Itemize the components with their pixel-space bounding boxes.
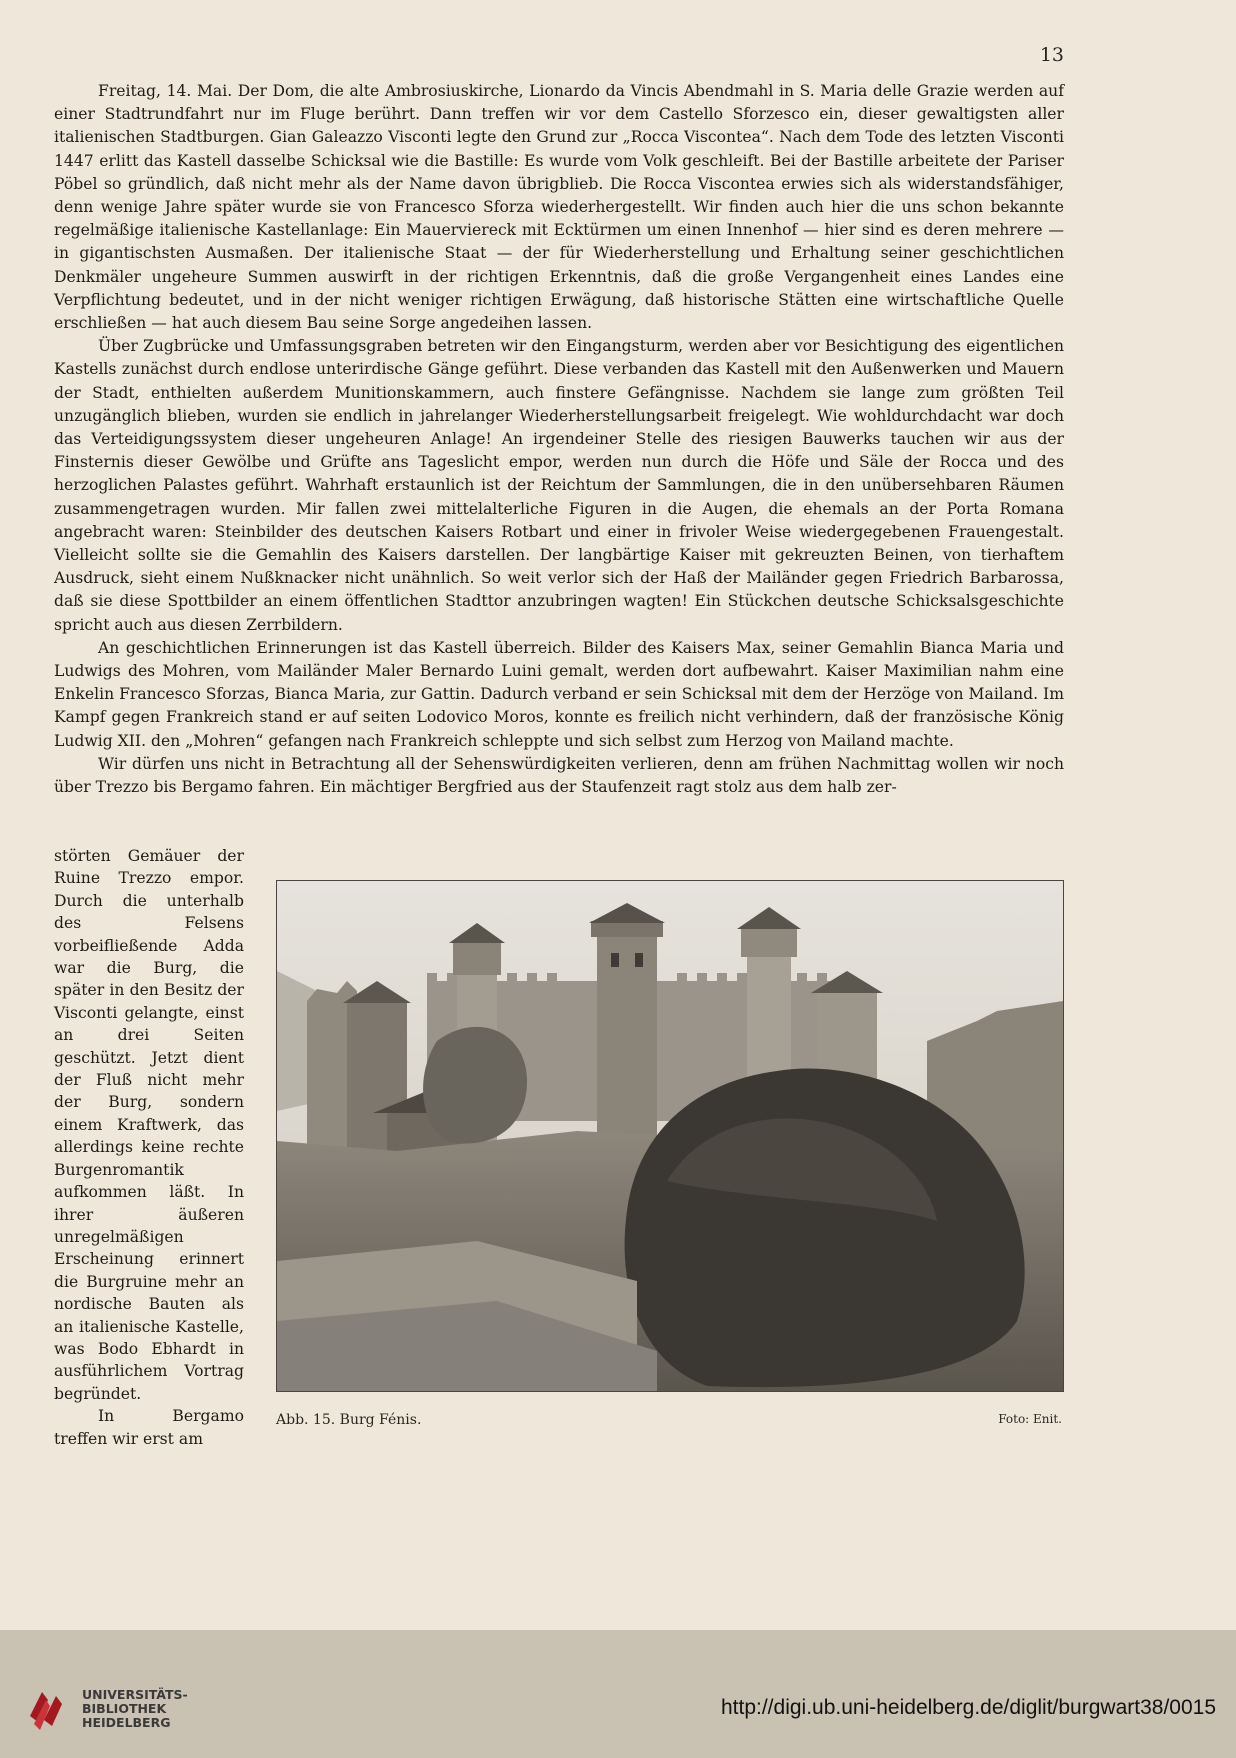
- digitization-url[interactable]: http://digi.ub.uni-heidelberg.de/diglit/burgwart38/0015: [720, 1696, 1216, 1719]
- page-number: 13: [1039, 44, 1064, 66]
- photo-credit: Foto: Enit.: [998, 1412, 1062, 1426]
- heidelberg-library-logo-icon: [26, 1686, 72, 1732]
- library-name-line: UNIVERSITÄTS-: [82, 1687, 188, 1702]
- main-text: [54, 80, 1064, 799]
- paragraph: Freitag, 14. Mai. Der Dom, die alte Ambrosiuskirche, Lionardo da Vincis Abendmahl in S. Maria delle Grazie werden auf einer Stadtrundfahrt nur im Fluge berührt. Dann treffen wir vor dem Castello Sforzesco ein, dieser gewaltigsten aller italienischen Stadtburgen. Gian Galeazzo Visconti legte den Grund zur „Rocca Viscontea“. Nach dem Tode des letzten Visconti 1447 erlitt das Kastell dasselbe Schicksal wie die Bastille: Es wurde vom Volk geschleift. Bei der Bastille arbeitete der Pariser Pöbel so gründlich, daß nicht mehr als der Name davon übrigblieb. Die Rocca Viscontea erwies sich als widerstandsfähiger, denn wenige Jahre später wurde sie von Francesco Sforza wiederhergestellt. Wir finden auch hier die uns schon bekannte regelmäßige italienische Kastellanlage: Ein Mauerviereck mit Ecktürmen um einen Innenhof — hier sind es deren mehrere — in gigantischsten Ausmaßen. Der italienische Staat — der für Wiederherstellung und Erhaltung seiner geschichtlichen Denkmäler ungeheure Summen auswirft in der richtigen Erkenntnis, daß die große Vergangenheit eines Landes eine Verpflichtung bedeutet, und in der nicht weniger richtigen Erwägung, daß historische Stätten eine wirtschaftliche Quelle erschließen — hat auch diesem Bau seine Sorge angedeihen lassen.: [54, 82, 1064, 333]
- figure-caption: Abb. 15. Burg Fénis.: [276, 1412, 422, 1428]
- library-name-line: BIBLIOTHEK: [82, 1701, 167, 1716]
- library-logo[interactable]: [26, 1686, 188, 1732]
- library-name: [82, 1688, 188, 1730]
- paragraph: Über Zugbrücke und Umfassungsgraben betreten wir den Eingangsturm, werden aber vor Besichtigung des eigentlichen Kastells zunächst durch endlose unterirdische Gänge geführt. Diese verbanden das Kastell mit den Außenwerken und Mauern der Stadt, enthielten außerdem Munitionskammern, auch finstere Gefängnisse. Nachdem sie lange zum größten Teil unzugänglich blieben, wurden sie endlich in jahrelanger Wiederherstellungsarbeit freigelegt. Wie wohldurchdacht war doch das Verteidigungssystem dieser ungeheuren Anlage! An irgendeiner Stelle des riesigen Bauwerks tauchen wir aus der Finsternis dieser Gewölbe und Grüfte ans Tageslicht empor, werden nun durch die Höfe und Säle der Rocca und des herzoglichen Palastes geführt. Wahrhaft erstaunlich ist der Reichtum der Sammlungen, die in den unübersehbaren Räumen zusammengetragen wurden. Mir fallen zwei mittelalterliche Figuren in die Augen, die ehemals an der Porta Romana angebracht waren: Steinbilder des deutschen Kaisers Rotbart und einer in frivoler Weise wiedergegebenen Frauengestalt. Vielleicht sollte sie die Gemahlin des Kaisers darstellen. Der langbärtige Kaiser mit gekreuzten Beinen, von tierhaftem Ausdruck, sieht einem Nußknacker nicht unähnlich. So weit verlor sich der Haß der Mailänder gegen Friedrich Barbarossa, daß sie diese Spottbilder an einem öffentlichen Stadttor anzubringen wagten! Ein Stückchen deutsche Schicksalsgeschichte spricht auch aus diesen Zerrbildern.: [54, 337, 1064, 634]
- paragraph: Wir dürfen uns nicht in Betrachtung all der Sehenswürdigkeiten verlieren, denn am frühen Nachmittag wollen wir noch über Trezzo bis Bergamo fahren. Ein mächtiger Bergfried aus der Staufenzeit ragt stolz aus dem halb zer-: [54, 754, 1064, 797]
- castle-photograph: [276, 880, 1064, 1392]
- paragraph: In Bergamo treffen wir erst am: [54, 1407, 244, 1448]
- library-name-line: HEIDELBERG: [82, 1715, 171, 1730]
- scan-footer: [0, 1630, 1236, 1758]
- side-text-column: [54, 845, 244, 1450]
- castle-photo-illustration: [277, 881, 1063, 1391]
- paragraph: störten Gemäuer der Ruine Trezzo empor. Durch die unterhalb des Felsens vorbeifließende Adda war die Burg, die später in den Besitz der Visconti gelangte, einst an drei Seiten geschützt. Jetzt dient der Fluß nicht mehr der Burg, sondern einem Kraftwerk, das allerdings keine rechte Burgenromantik aufkommen läßt. In ihrer äußeren unregelmäßigen Erscheinung erinnert die Burgruine mehr an nordische Bauten als an italienische Kastelle, was Bodo Ebhardt in ausführlichem Vortrag begründet.: [54, 847, 244, 1403]
- paragraph: An geschichtlichen Erinnerungen ist das Kastell überreich. Bilder des Kaisers Max, seiner Gemahlin Bianca Maria und Ludwigs des Mohren, vom Mailänder Maler Bernardo Luini gemalt, werden dort aufbewahrt. Kaiser Maximilian nahm eine Enkelin Francesco Sforzas, Bianca Maria, zur Gattin. Dadurch verband er sein Schicksal mit dem der Herzöge von Mailand. Im Kampf gegen Frankreich stand er auf seiten Lodovico Moros, konnte es freilich nicht verhindern, daß der französische König Ludwig XII. den „Mohren“ gefangen nach Frankreich schleppte und sich selbst zum Herzog von Mailand machte.: [54, 638, 1064, 750]
